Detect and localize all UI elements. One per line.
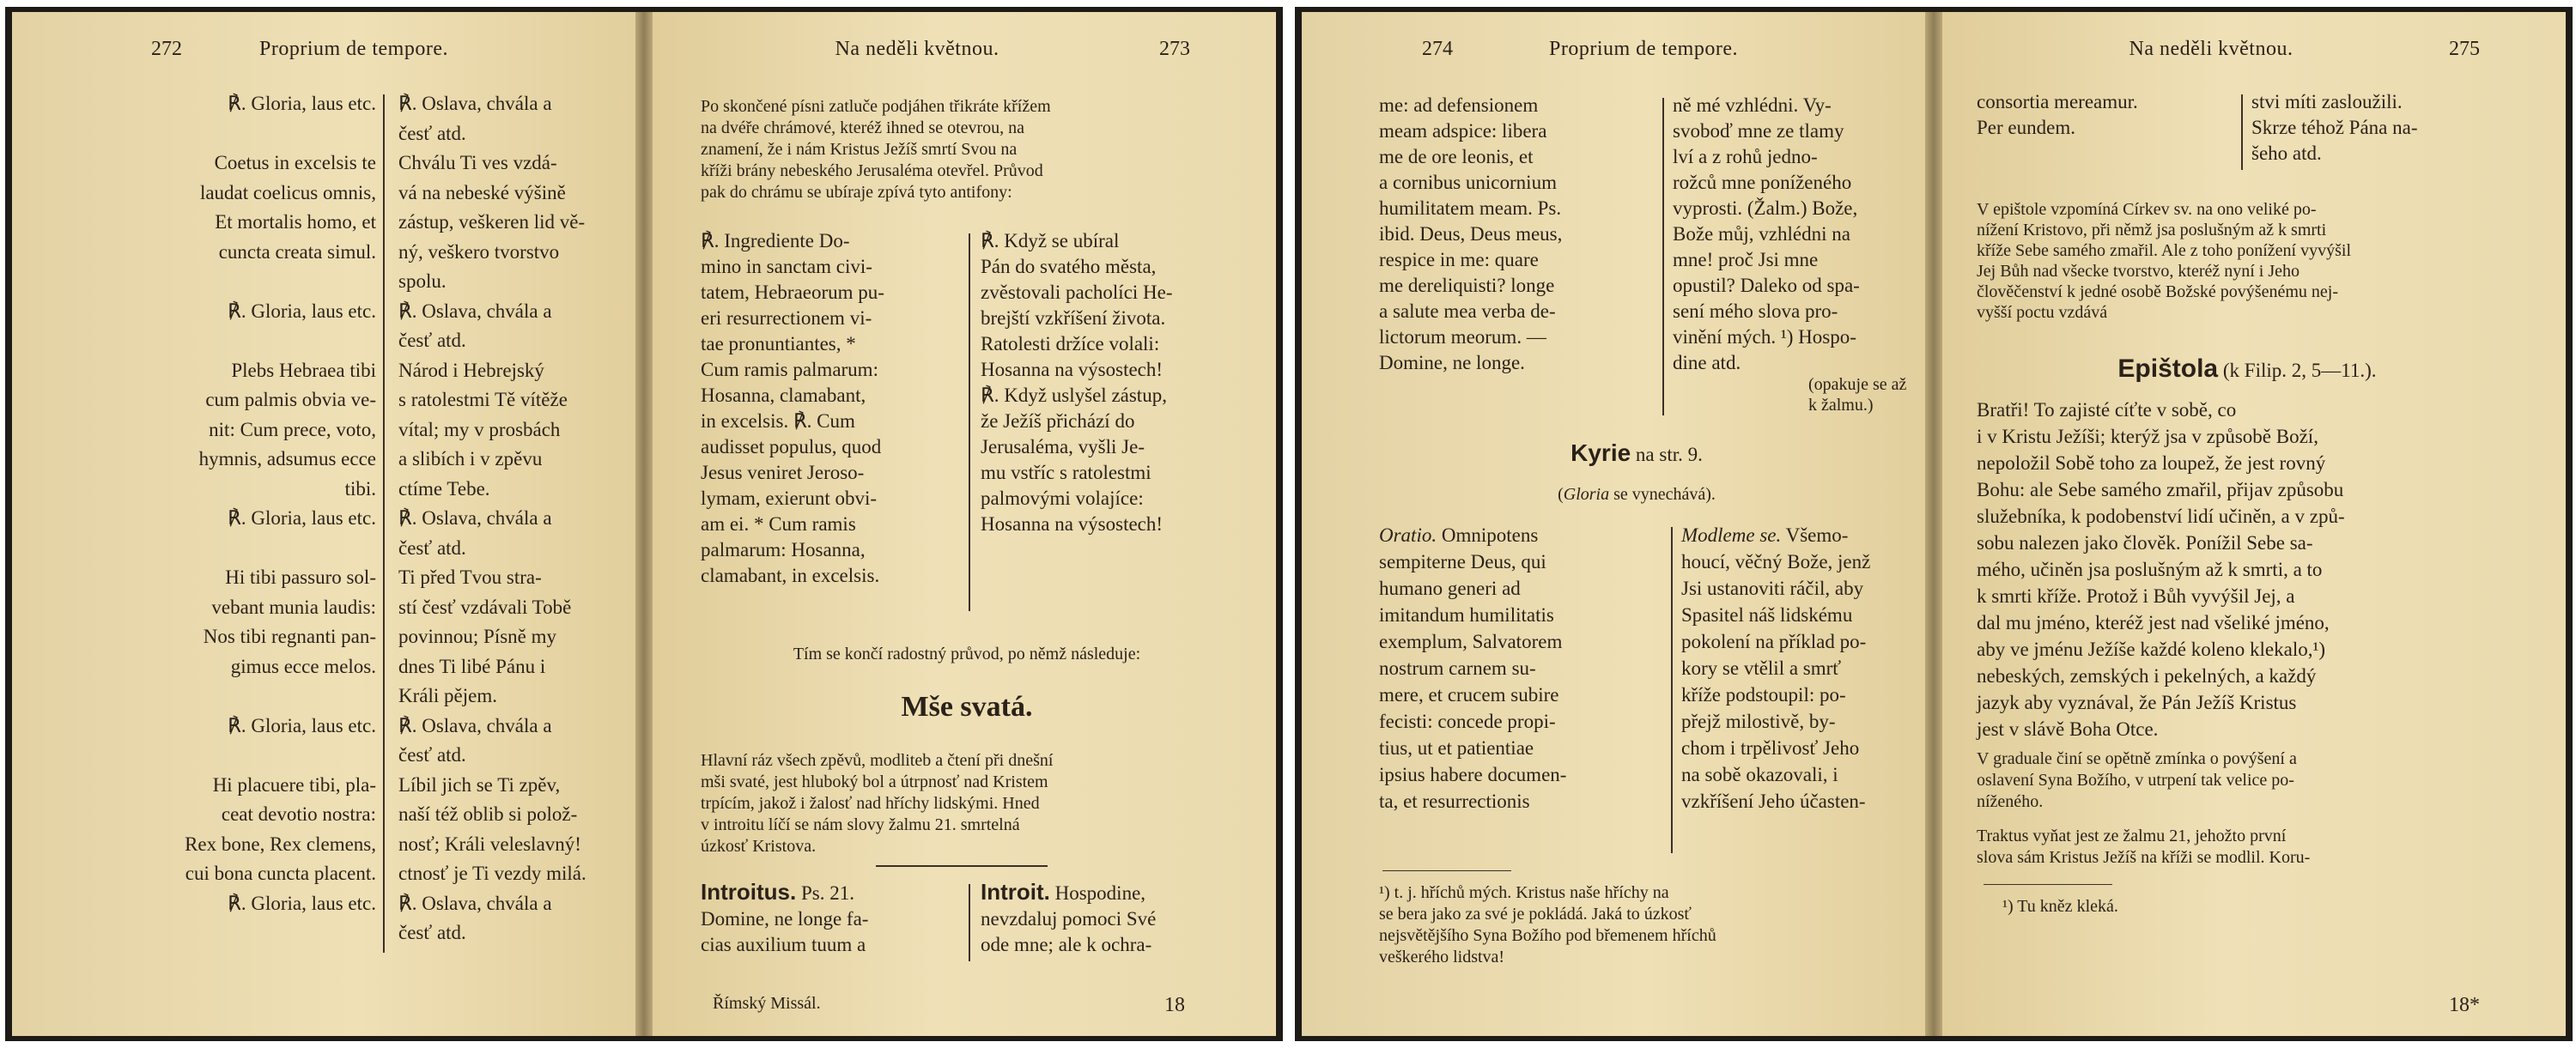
text-line: laudat coelicus omnis, (199, 181, 376, 203)
epistola-text (1977, 397, 2518, 742)
text-line: kory se vtělil a smrť (1681, 657, 1842, 679)
text-line: Cum ramis palmarum: (701, 359, 878, 380)
text-line: stvi míti zasloužili. (2251, 91, 2403, 112)
text-line: trpícím, jakož i žalosť nad hříchy lidskými. Hned (701, 794, 1040, 813)
text-line: Domine, ne longe. (1379, 352, 1525, 373)
text-line (67, 119, 376, 149)
text-line: ℟. Gloria, laus etc. (228, 300, 376, 322)
text-line: humano generi ad (1379, 578, 1521, 599)
text-line: chom i trpělivosť Jeho (1681, 737, 1860, 759)
text-line: fecisti: concede propi- (1379, 711, 1556, 732)
text-line: Ps. 21. (800, 882, 854, 904)
text-line: vzkříšení Jeho účasten- (1681, 791, 1866, 812)
text-line: ℟. Oslava, chvála a (398, 714, 552, 736)
text-line: nit: Cum prece, voto, (209, 418, 376, 440)
text-line: houcí, věčný Bože, jenž (1681, 551, 1871, 572)
text-line: ℟. Když se ubíral (981, 230, 1120, 251)
text-line: cum palmis obvia ve- (205, 389, 376, 410)
text-line: Bratři! To zajisté cíťte v sobě, co (1977, 399, 2237, 421)
epistola-ref: (k Filip. 2, 5—11.). (2222, 360, 2377, 381)
text-line: Hospodine, (1054, 882, 1146, 904)
text-line: mere, et crucem subire (1379, 684, 1559, 706)
text-line: zvěstovali pacholíci He- (981, 282, 1173, 303)
text-line: naší též oblib si polož- (398, 803, 578, 825)
epistle-rubric (1977, 199, 2518, 323)
epistola-label: Epištola (2117, 354, 2219, 383)
text-line: ode mne; ale k ochra- (981, 934, 1152, 955)
text-line: ctíme Tebe. (398, 477, 490, 500)
page-273 (653, 12, 1276, 1036)
text-line: meam adspice: libera (1379, 120, 1547, 142)
signature-mark: Římský Missál. (713, 994, 821, 1013)
text-line: tibi. (344, 477, 376, 500)
book-gutter (635, 12, 653, 1036)
introitus-label: Introitus. (701, 879, 797, 905)
text-line: audisset populus, quod (701, 436, 882, 457)
text-line: mu vstříc s ratolestmi (981, 462, 1151, 483)
tract-rubric (1977, 826, 2518, 869)
text-line: vá na nebeské výšině (398, 181, 566, 203)
text-line: Bože můj, vzhlédni na (1673, 223, 1850, 245)
text-line: cui bona cuncta placent. (185, 863, 376, 884)
text-line (67, 534, 376, 564)
text-line: ℟. Oslava, chvála a (398, 93, 552, 114)
text-line: přejž milostivě, by- (1681, 711, 1836, 732)
text-line: rožců mne poníženého (1673, 172, 1852, 193)
text-line: Jerusaléma, vyšli Je- (981, 436, 1145, 457)
text-line (67, 267, 376, 297)
text-line: česť atd. (398, 922, 466, 943)
text-line: pak do chrámu se ubíraje zpívá tyto antifony: (701, 183, 1012, 202)
introit-czech (981, 879, 1238, 958)
oratio-label: Oratio. (1379, 524, 1437, 546)
text-line: sení mého slova pro- (1673, 300, 1838, 322)
text-line: humilitatem meam. Ps. (1379, 197, 1562, 219)
text-line: respice in me: quare (1379, 249, 1539, 270)
text-line: ný, veškero tvorstvo (398, 240, 560, 263)
text-line: Nos tibi regnanti pan- (203, 626, 376, 647)
text-line: tae pronuntiantes, * (701, 333, 856, 354)
text-line: Et mortalis homo, et (215, 211, 376, 233)
text-line: vyprosti. (Žalm.) Bože, (1673, 197, 1858, 219)
text-line: hymnis, adsumus ecce (198, 448, 376, 469)
text-line: exemplum, Salvatorem (1379, 631, 1563, 652)
text-line: Coetus in excelsis te (214, 152, 376, 173)
text-line: Hi placuere tibi, pla- (212, 773, 376, 796)
gloria-label: Gloria (1563, 485, 1610, 504)
page-274 (1302, 12, 1925, 1036)
page-header (72, 38, 584, 67)
repeat-note-line: k žalmu.) (1808, 396, 1874, 415)
introit-label: Introit. (981, 879, 1050, 905)
text-line: nosť; Králi veleslavný! (398, 833, 581, 855)
text-line: opustil? Daleko od spa- (1673, 275, 1860, 296)
text-line: vebant munia laudis: (211, 596, 376, 618)
text-line: oslavení Syna Božího, v utrpení tak velice po- (1977, 771, 2294, 790)
text-line: i v Kristu Ježíši; kterýž jsa v způsobě Boží, (1977, 426, 2318, 447)
text-line: kříže podstoupil: po- (1681, 684, 1846, 706)
page-number: 272 (151, 38, 182, 60)
kyrie-label: Kyrie (1571, 439, 1631, 466)
text-line: jest v slávě Boha Otce. (1977, 718, 2159, 740)
text-line: šeho atd. (2251, 142, 2322, 164)
text-line: Národ i Hebrejský (398, 359, 544, 381)
text-line: česť atd. (398, 330, 466, 351)
text-line: Králi pějem. (398, 685, 497, 706)
text-line: ℟. Oslava, chvála a (398, 300, 552, 322)
procession-rubric (701, 96, 1233, 203)
page-number: 274 (1422, 38, 1453, 60)
text-line: ℟. Gloria, laus etc. (228, 714, 376, 736)
epistola-heading (1977, 355, 2518, 384)
text-line: Chválu Ti ves vzdá- (398, 152, 557, 173)
text-line: člověčenství k jedné osobě Božské povýšenému nej- (1977, 282, 2338, 301)
scan-right-spread (1295, 7, 2573, 1041)
introitus-latin-continued (1379, 93, 1654, 376)
text-line: Rex bone, Rex clemens, (185, 833, 376, 855)
text-line: Hosanna, clamabant, (701, 385, 866, 406)
introitus-latin (701, 879, 958, 958)
text-line: ℟. Oslava, chvála a (398, 892, 552, 914)
text-line: eri resurrectionem vi- (701, 307, 872, 329)
text-line: Jsi ustanoviti ráčil, aby (1681, 578, 1864, 599)
text-line: lví a z rohů jedno- (1673, 146, 1818, 167)
oratio-czech-end (2251, 89, 2526, 167)
page-header (1362, 38, 1874, 67)
text-line: Bohu: ale Sebe samého zmařil, přijav způsobu (1977, 479, 2344, 500)
antiphon-latin-column (701, 228, 958, 589)
text-line: me: ad defensionem (1379, 94, 1539, 116)
text-line: ℟. Oslava, chvála a (398, 507, 552, 529)
text-line: tatem, Hebraeorum pu- (701, 282, 884, 303)
text-line: V graduale činí se opětně zmínka o povýšení a (1977, 749, 2297, 768)
text-line: Omnipotens (1441, 524, 1539, 546)
text-line: slova sám Kristus Ježíš na kříži se modlil. Koru- (1977, 848, 2311, 867)
running-head: Proprium de tempore. (1549, 38, 1738, 60)
modleme-czech (1681, 522, 1923, 815)
page-number: 275 (2449, 38, 2480, 60)
scan-left-spread (5, 7, 1283, 1041)
text-line: in excelsis. ℟. Cum (701, 410, 855, 432)
text-line: Pán do svatého města, (981, 256, 1157, 277)
text-line: ℟. Gloria, laus etc. (228, 93, 376, 114)
text-line: aby ve jménu Ježíše každé koleno klekalo,¹) (1977, 639, 2326, 660)
column-divider (2241, 94, 2243, 170)
oratio-text (1379, 524, 1662, 815)
text-line: me de ore leonis, et (1379, 146, 1534, 167)
text-line: nebeských, zemských i pekelných, a každý (1977, 665, 2317, 687)
text-line: Jej Bůh nad všecke tvorstvo, kteréž nyní i Jeho (1977, 262, 2300, 281)
text-line: česť atd. (398, 744, 466, 766)
page-header (713, 38, 1224, 67)
text-line: tius, ut et patientiae (1379, 737, 1534, 759)
text-line: Ratolesti držíce volali: (981, 333, 1160, 354)
text-line: Hosanna na výsostech! (981, 359, 1163, 380)
text-line: vinění mých. ¹) Hospo- (1673, 326, 1856, 348)
text-line: k smrti kříže. Protož i Bůh vyvýšil Jej, a (1977, 585, 2295, 607)
text-line: stí česť vzdávali Tobě (398, 596, 572, 618)
page-number: 273 (1159, 38, 1190, 60)
text-line: sempiterne Deus, qui (1379, 551, 1546, 572)
text-line: Spasitel náš lidskému (1681, 604, 1853, 626)
text-line: Všemo- (1785, 524, 1849, 546)
text-line: Hi tibi passuro sol- (225, 566, 376, 588)
column-divider (383, 94, 385, 953)
text-line: mino in sanctam civi- (701, 256, 872, 277)
text-line: ℟. Gloria, laus etc. (228, 892, 376, 914)
text-line: gimus ecce melos. (230, 655, 376, 677)
text-line: Líbil jich se Ti zpěv, (398, 773, 561, 796)
section-rule (876, 865, 1048, 867)
oratio-latin (1379, 522, 1662, 815)
gloria-note: (Gloria se vynechává). (1558, 485, 1716, 504)
text-line: níženého. (1977, 792, 2044, 811)
text-line: ibid. Deus, Deus meus, (1379, 223, 1563, 245)
page-272 (12, 12, 635, 1036)
text-line: vítal; my v prosbách (398, 418, 561, 440)
gloria-rest: se vynechává). (1613, 485, 1716, 504)
footnote (1379, 882, 1920, 968)
text-line: kříže Sebe samého zmařil. Ale z toho ponížení vyvýšil (1977, 241, 2351, 260)
footnote-rule (1984, 884, 2112, 885)
text-line: jazyk aby vyznával, že Pán Ježíš Kristus (1977, 692, 2297, 713)
text-line: ℟. Když uslyšel zástup, (981, 385, 1167, 406)
text-line: na sobě okazovali, i (1681, 764, 1838, 785)
text-line: služebníka, k podobenství lidí učiněn, a v způ- (1977, 506, 2345, 527)
mass-description (701, 750, 1233, 857)
text-line (67, 326, 376, 356)
text-line: a cornibus unicornium (1379, 172, 1557, 193)
text-line: Domine, ne longe fa- (701, 908, 869, 930)
text-line: ¹) t. j. hříchů mých. Kristus naše hříchy na (1379, 883, 1669, 902)
text-line: nepoložil Sobě toho za loupež, že jest rovný (1977, 452, 2326, 474)
column-divider (1662, 98, 1664, 415)
text-line: ipsius habere documen- (1379, 764, 1567, 785)
modleme-text (1681, 524, 1923, 815)
text-line: nížení Kristovo, při němž jsa poslušným až k smrti (1977, 221, 2327, 239)
procession-closing: Tím se končí radostný průvod, po němž následuje: (793, 645, 1141, 663)
text-line: ℟. Ingrediente Do- (701, 230, 850, 251)
text-line: V epištole vzpomíná Církev sv. na ono veliké po- (1977, 200, 2317, 219)
text-line: Traktus vyňat jest ze žalmu 21, jehožto první (1977, 827, 2287, 845)
text-line: Po skončené písni zatluče podjáhen třikráte křížem (701, 97, 1051, 116)
running-head: Na neděli květnou. (2129, 38, 2293, 60)
text-line: v introitu líčí se nám slovy žalmu 21. smrtelná (701, 815, 1020, 834)
repeat-note-line: (opakuje se až (1808, 375, 1907, 394)
text-line: nevzdaluj pomoci Své (981, 908, 1157, 930)
latin-hymn-column (67, 89, 376, 918)
text-line: vyšší poctu vzdává (1977, 303, 2108, 322)
text-line: am ei. * Cum ramis (701, 513, 856, 535)
text-line: clamabant, in excelsis. (701, 565, 880, 586)
oratio-latin-end (1977, 89, 2234, 141)
text-line (67, 682, 376, 712)
text-line: mého, učiněn jsa poslušným až k smrti, a to (1977, 559, 2323, 580)
sheet-number: 18 (1164, 994, 1185, 1016)
text-line: Jesus veniret Jeroso- (701, 462, 865, 483)
text-line: nostrum carnem su- (1379, 657, 1536, 679)
section-title: Mše svatá. (901, 691, 1033, 723)
text-line: lictorum meorum. — (1379, 326, 1546, 348)
text-line: palmarum: Hosanna, (701, 539, 866, 560)
gradual-rubric (1977, 748, 2518, 813)
introit-czech-continued (1673, 93, 1922, 376)
page-header (2002, 38, 2514, 67)
text-line: pokolení na příklad po- (1681, 631, 1867, 652)
text-line (67, 741, 376, 771)
text-line: že Ježíš přichází do (981, 410, 1135, 432)
modleme-label: Modleme se. (1681, 524, 1782, 546)
antiphon-czech-column (981, 228, 1238, 537)
text-line: s ratolestmi Tě vítěže (398, 389, 568, 410)
text-line: veškerého lidstva! (1379, 948, 1505, 966)
sheet-number: 18* (2449, 994, 2480, 1016)
text-line: palmovými volajíce: (981, 488, 1144, 509)
page-275 (1942, 12, 2566, 1036)
text-line: ceat devotio nostra: (221, 803, 376, 825)
text-line: Hosanna na výsostech! (981, 513, 1163, 535)
text-line: dine atd. (1673, 352, 1741, 373)
text-line: Ti před Tvou stra- (398, 566, 542, 588)
kyrie-ref: na str. 9. (1635, 444, 1703, 465)
running-head: Proprium de tempore. (259, 38, 448, 60)
column-divider (1671, 527, 1673, 853)
text-line: dal mu jméno, kteréž jest nad všeliké jméno, (1977, 612, 2330, 633)
column-divider (969, 233, 970, 611)
text-line: povinnou; Písně my (398, 626, 557, 647)
text-line: me dereliquisti? longe (1379, 275, 1555, 296)
book-gutter (1925, 12, 1942, 1036)
text-line: imitandum humilitatis (1379, 604, 1554, 626)
text-line: consortia mereamur. (1977, 91, 2138, 112)
text-line: ℟. Gloria, laus etc. (228, 507, 376, 529)
footnote: ¹) Tu kněz kleká. (2002, 897, 2118, 916)
text-line: Plebs Hebraea tibi (231, 359, 376, 381)
text-line: mne! proč Jsi mne (1673, 249, 1819, 270)
column-divider (969, 884, 970, 961)
text-line: na dvéře chrámové, kteréž ihned se otevrou, na (701, 118, 1025, 137)
text-line: sobu nalezen jako člověk. Ponížil Sebe sa- (1977, 532, 2313, 554)
text-line: spolu. (398, 270, 447, 292)
text-line: mši svaté, jest hluboký bol a útrpnosť nad Kristem (701, 772, 1048, 791)
text-line: dnes Ti libé Pánu i (398, 655, 546, 677)
text-line: Skrze téhož Pána na- (2251, 117, 2418, 138)
text-line: ctnosť je Ti vezdy milá. (398, 863, 586, 884)
footnote-rule (1382, 870, 1511, 871)
text-line: cias auxilium tuum a (701, 934, 866, 955)
text-line: česť atd. (398, 536, 466, 559)
text-line: ta, et resurrectionis (1379, 791, 1530, 812)
text-line: lymam, exierunt obvi- (701, 488, 878, 509)
text-line: znamení, že i nám Kristus Ježíš smrtí Svou na (701, 140, 1018, 159)
repeat-note (1808, 374, 1925, 415)
czech-hymn-column (398, 89, 630, 948)
text-line: se bera jako za své je pokládá. Jaká to úzkosť (1379, 905, 1692, 924)
text-line: Per eundem. (1977, 117, 2075, 138)
text-line: Hlavní ráz všech zpěvů, modliteb a čtení při dnešní (701, 751, 1054, 770)
text-line: zástup, veškeren lid vě- (398, 211, 586, 233)
running-head: Na neděli květnou. (835, 38, 999, 60)
text-line: a slibích i v zpěvu (398, 448, 543, 469)
text-line: česť atd. (398, 122, 466, 144)
text-line: kříži brány nebeského Jerusaléma otevřel. Průvod (701, 161, 1043, 180)
text-line: cuncta creata simul. (218, 240, 376, 263)
kyrie-line (1353, 439, 1920, 468)
text-line: úzkosť Kristova. (701, 837, 817, 856)
text-line: brejští vzkříšení života. (981, 307, 1166, 329)
text-line: svoboď mne ze tlamy (1673, 120, 1844, 142)
text-line: ně mé vzhlédni. Vy- (1673, 94, 1832, 116)
text-line: nejsvětějšího Syna Božího pod břemenem hříchů (1379, 926, 1716, 945)
text-line: a salute mea verba de- (1379, 300, 1556, 322)
